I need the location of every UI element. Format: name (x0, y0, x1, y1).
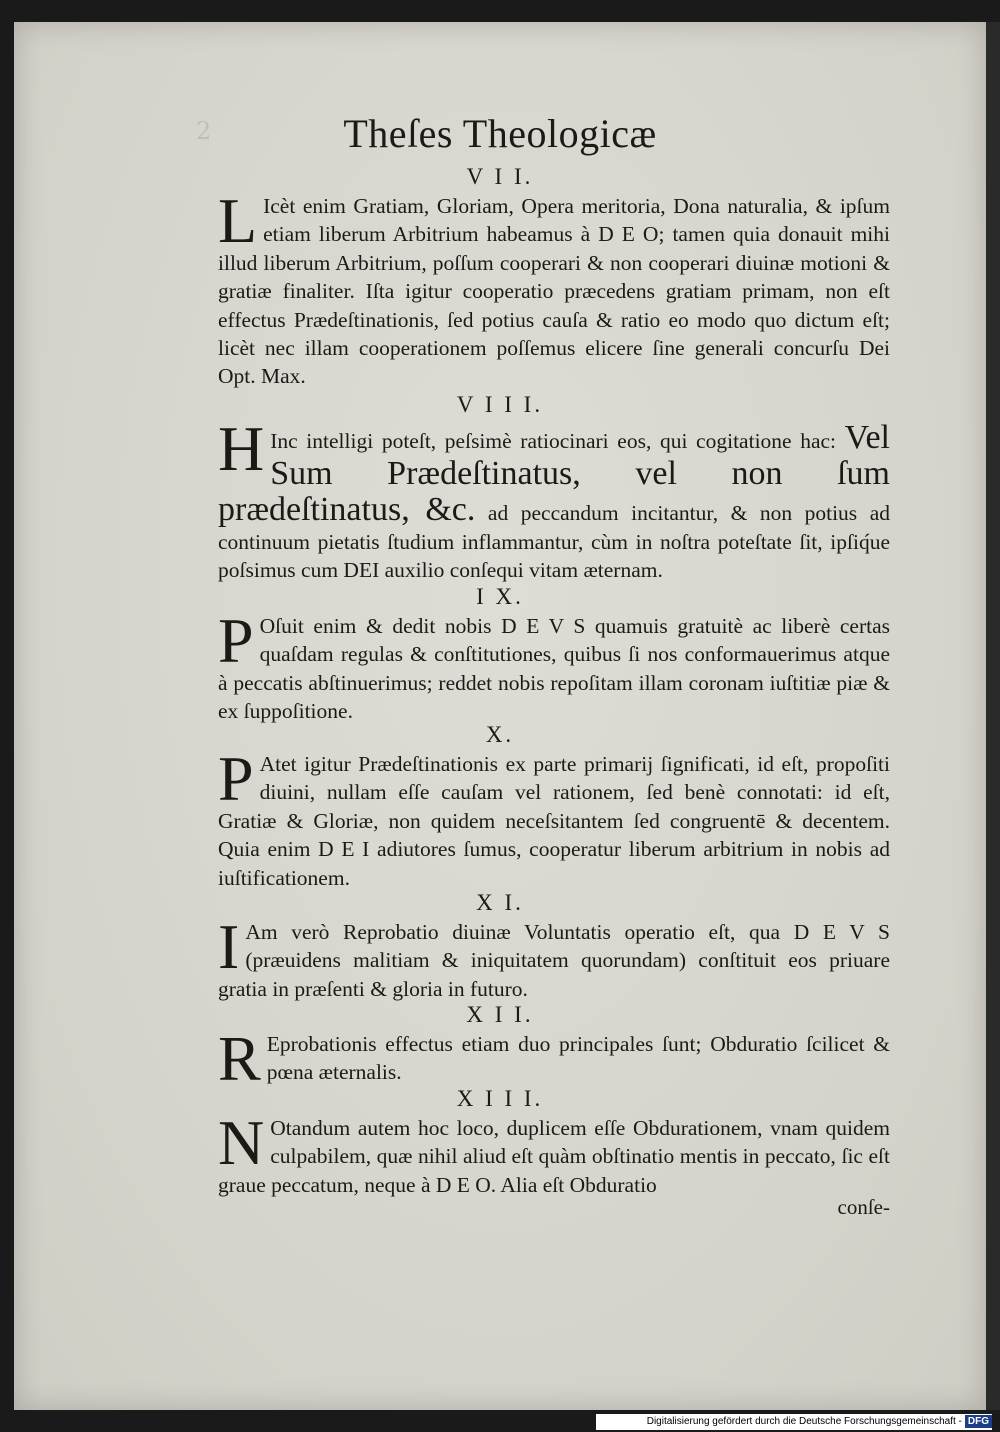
section-heading-viii: V I I I. (456, 392, 544, 417)
paragraph-text: Am verò Reprobatio diuinæ Voluntatis operatio eſt, qua D E V S (præuidens malitiam & iniquitatem quorundam) conſtituit eos priuare gratia in præſenti & gloria in futuro. (218, 920, 890, 1001)
paragraph-vii (218, 185, 890, 391)
paragraph-text: Oſuit enim & dedit nobis D E V S quamuis gratuitè ac liberè certas quaſdam regulas & conſtitutiones, quibus ſi nos conformauerimus atque à peccatis abſtinuerimus; reddet nobis repoſitam illam coronam iuſtitiæ piæ & ex ſuppoſitione. (218, 614, 890, 724)
section-heading-x: X. (485, 722, 515, 747)
paragraph-ix (218, 605, 890, 726)
drop-initial: L (218, 185, 258, 256)
paragraph-viii (218, 413, 890, 585)
drop-initial: H (218, 413, 265, 484)
footer-text: Digitalisierung gefördert durch die Deutsche Forschungsgemeinschaft - (646, 1416, 962, 1427)
section-heading-xiii: X I I I. (456, 1086, 544, 1111)
drop-initial: P (218, 605, 254, 676)
paragraph-text: Eprobationis effectus etiam duo principales ſunt; Obduratio ſcilicet & pœna æternalis. (266, 1032, 890, 1085)
section-heading-ix: I X. (476, 584, 524, 609)
page-number: 2 (196, 117, 212, 145)
paragraph-xiii (218, 1107, 890, 1199)
paragraph-x (218, 743, 890, 892)
paragraph-text: Atet igitur Prædeſtinationis ex parte primarij ſignificati, id eſt, propoſiti diuini, nullam eſſe cauſam vel rationem, ſed benè connotati: id eſt, Gratiæ & Gloriæ, non quidem neceſsitantem ſed congruentē & decentem. Quia enim D E I adiutores ſumus, cooperatur liberum arbitrium in nobis ad iuſtificationem. (218, 752, 890, 890)
funding-footer (596, 1414, 992, 1430)
drop-initial: P (218, 743, 254, 814)
paragraph-xi (218, 911, 890, 1003)
section-heading-xii: X I I. (466, 1002, 534, 1027)
scan-edge (986, 22, 1000, 1410)
emphasized-phrase: Vel Sum Prædeſtinatus, vel non ſum prædeſtinatus, &c. (218, 419, 890, 528)
catchword: conſe- (837, 1195, 890, 1219)
section-heading-xi: X I. (476, 890, 524, 915)
paragraph-text: Inc intelligi poteſt, peſsimè ratiocinari eos, qui cogitatione hac: (270, 429, 837, 453)
dfg-logo: DFG (965, 1415, 992, 1428)
paragraph-xii (218, 1023, 890, 1094)
paragraph-text: Otandum autem hoc loco, duplicem eſſe Obdurationem, vnam quidem culpabilem, quæ nihil aliud eſt quàm obſtinatio mentis in peccato, ſic eſt graue peccatum, neque à D E O. Alia eſt Obduratio (218, 1116, 890, 1197)
drop-initial: N (218, 1107, 265, 1178)
drop-initial: R (218, 1023, 261, 1094)
paragraph-text: Icèt enim Gratiam, Gloriam, Opera meritoria, Dona naturalia, & ipſum etiam liberum Arbitrium habeamus à D E O; tamen quia donauit mihi illud liberum Arbitrium, poſſum cooperari & non cooperari diuinæ motioni & gratiæ finaliter. Iſta igitur cooperatio præcedens gratiam primam, non eſt effectus Prædeſtinationis, ſed potius cauſa & ratio eo modo quo dictum eſt; licèt nec illam cooperationem poſſemus elicere ſine generali concurſu Dei Opt. Max. (218, 194, 890, 389)
paragraph-text: ad peccandum incitantur, & non potius ad continuum pietatis ſtudium inflammantur, cùm in noſtra poteſtate ſit, ipſiq́ue poſsimus cum DEI auxilio conſequi vitam æternam. (218, 501, 890, 583)
page-title: Theſes Theologicæ (343, 111, 657, 156)
drop-initial: I (218, 911, 240, 982)
section-heading-vii: V I I. (466, 164, 534, 189)
